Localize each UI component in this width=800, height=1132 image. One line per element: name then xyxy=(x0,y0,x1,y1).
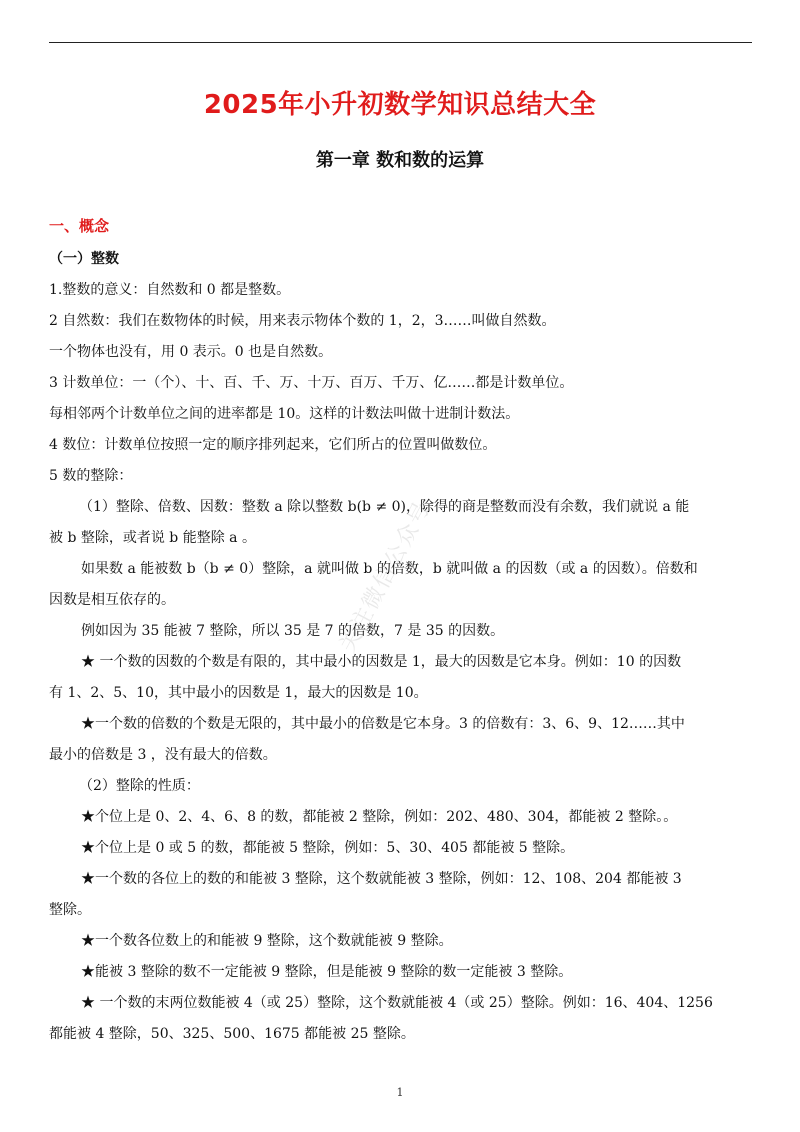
paragraph-line: ★一个数的各位上的数的和能被 3 整除，这个数就能被 3 整除，例如：12、108、204 都能被 3 xyxy=(81,871,682,887)
paragraph-line: 1.整数的意义：自然数和 0 都是整数。 xyxy=(49,282,291,298)
paragraph-line: ★ 一个数的末两位数能被 4（或 25）整除，这个数就能被 4（或 25）整除。例如：16、404、1256 xyxy=(81,995,713,1011)
section-heading: 一、概念 xyxy=(49,217,110,235)
paragraph-line: （2）整除的性质： xyxy=(79,778,200,794)
paragraph-line: 被 b 整除，或者说 b 能整除 a 。 xyxy=(49,530,256,546)
paragraph-line: 都能被 4 整除，50、325、500、1675 都能被 25 整除。 xyxy=(49,1026,415,1042)
paragraph-line: 有 1、2、5、10，其中最小的因数是 1，最大的因数是 10。 xyxy=(49,685,428,701)
paragraph-line: ★一个数的倍数的个数是无限的，其中最小的倍数是它本身。3 的倍数有：3、6、9、12……其中 xyxy=(81,716,685,732)
paragraph-line: 每相邻两个计数单位之间的进率都是 10。这样的计数法叫做十进制计数法。 xyxy=(49,406,520,422)
paragraph-line: ★个位上是 0、2、4、6、8 的数，都能被 2 整除，例如：202、480、304，都能被 2 整除。。 xyxy=(81,809,678,825)
paragraph-line: 因数是相互依存的。 xyxy=(49,592,175,608)
paragraph-line: 例如因为 35 能被 7 整除，所以 35 是 7 的倍数，7 是 35 的因数。 xyxy=(81,623,505,639)
chapter-title: 第一章 数和数的运算 xyxy=(315,150,485,171)
paragraph-line: 一个物体也没有，用 0 表示。0 也是自然数。 xyxy=(49,344,333,360)
header-rule xyxy=(49,42,752,43)
document-body xyxy=(49,244,752,1050)
paragraph-line: 4 数位：计数单位按照一定的顺序排列起来，它们所占的位置叫做数位。 xyxy=(49,437,497,453)
watermark: 关注微信公众号 xyxy=(335,496,437,657)
paragraph-line: 3 计数单位：一（个）、十、百、千、万、十万、百万、千万、亿……都是计数单位。 xyxy=(49,375,574,391)
paragraph-line: ★ 一个数的因数的个数是有限的，其中最小的因数是 1，最大的因数是它本身。例如：10 的因数 xyxy=(81,654,682,670)
paragraph-line: 最小的倍数是 3 ，没有最大的倍数。 xyxy=(49,747,277,763)
document-title: 2025年小升初数学知识总结大全 xyxy=(203,90,597,120)
paragraph-line: 整除。 xyxy=(49,902,91,918)
paragraph-line: 2 自然数：我们在数物体的时候，用来表示物体个数的 1，2，3……叫做自然数。 xyxy=(49,313,556,329)
paragraph-line: （1）整除、倍数、因数：整数 a 除以整数 b(b ≠ 0)，除得的商是整数而没有余数，我们就说 a 能 xyxy=(79,499,690,515)
paragraph-line: ★个位上是 0 或 5 的数，都能被 5 整除，例如：5、30、405 都能被 5 整除。 xyxy=(81,840,575,856)
subsection-heading: （一）整数 xyxy=(49,251,119,267)
paragraph-line: 如果数 a 能被数 b（b ≠ 0）整除，a 就叫做 b 的倍数，b 就叫做 a 的因数（或 a 的因数）。倍数和 xyxy=(81,561,698,577)
paragraph-line: ★一个数各位数上的和能被 9 整除，这个数就能被 9 整除。 xyxy=(81,933,453,949)
paragraph-line: ★能被 3 整除的数不一定能被 9 整除，但是能被 9 整除的数一定能被 3 整除。 xyxy=(81,964,573,980)
paragraph-line: 5 数的整除： xyxy=(49,468,133,484)
page-number: 1 xyxy=(396,1086,404,1099)
